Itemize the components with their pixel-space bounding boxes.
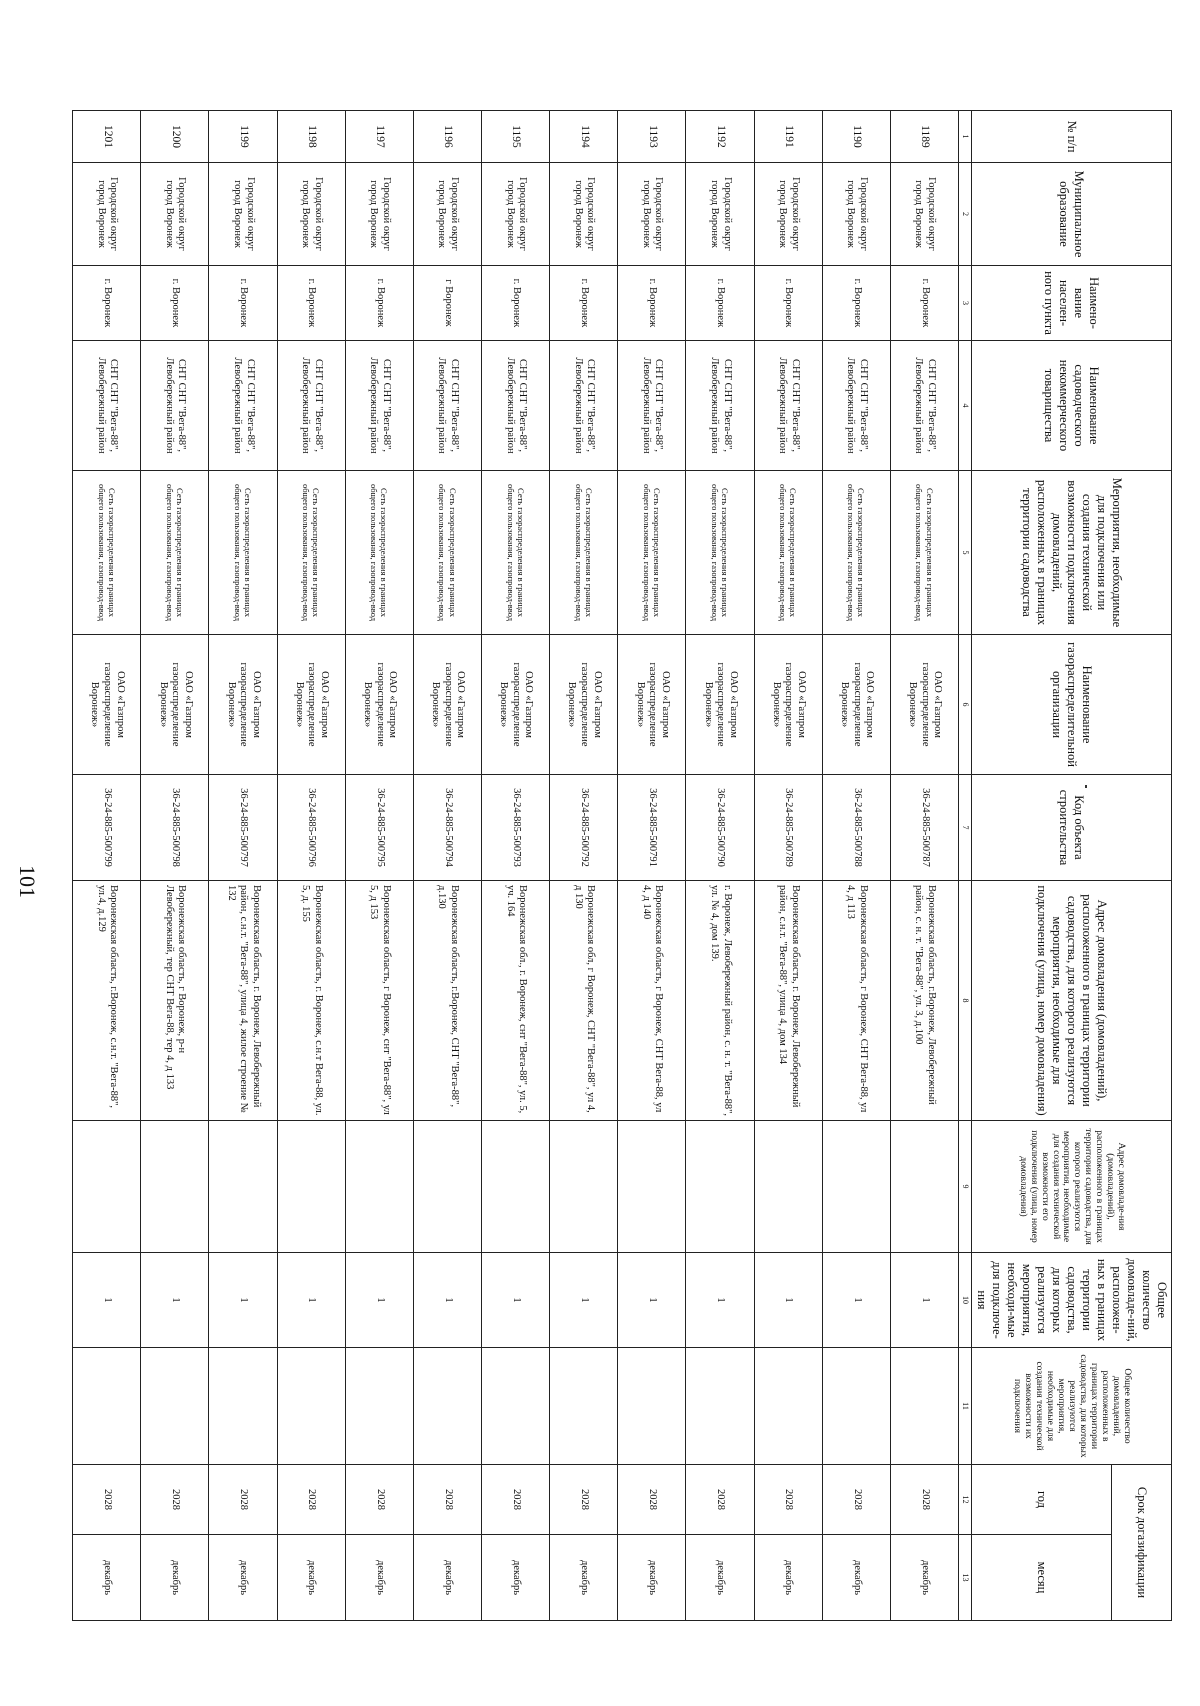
municipality-cell: Городской округ город Воронеж bbox=[890, 163, 958, 266]
page-number: 101 bbox=[15, 865, 40, 898]
row-number: 1199 bbox=[209, 111, 277, 163]
settlement-cell: г. Воронеж bbox=[550, 266, 618, 341]
measure-cell: Сеть газораспределения в границах общего пользования, газопровод-ввод bbox=[141, 471, 209, 635]
address-tech-cell bbox=[822, 1121, 890, 1253]
column-number: 10 bbox=[959, 1253, 972, 1348]
month-cell: декабрь bbox=[482, 1535, 550, 1621]
row-number: 1191 bbox=[754, 111, 822, 163]
column-number: 6 bbox=[959, 635, 972, 775]
header-col10: Общее количество домовладе-ний, расположен-ных в границах территории садоводства, для которых реализуются мероприятия, необходи-мые для подключе-ния bbox=[972, 1253, 1172, 1348]
address-tech-cell bbox=[686, 1121, 754, 1253]
snt-name-cell: СНТ СНТ "Вега-88", Левобережный район bbox=[618, 341, 686, 471]
total-households-cell: 1 bbox=[890, 1253, 958, 1348]
year-cell: 2028 bbox=[822, 1465, 890, 1535]
snt-name-cell: СНТ СНТ "Вега-88", Левобережный район bbox=[890, 341, 958, 471]
address-cell: Воронежская обл, г Воронеж, СНТ "Вега-88", ул 4, д 130 bbox=[550, 881, 618, 1121]
object-code-cell: 36-24-885-500787 bbox=[890, 775, 958, 881]
total-households-tech-cell bbox=[890, 1348, 958, 1465]
measure-cell: Сеть газораспределения в границах общего пользования, газопровод-ввод bbox=[209, 471, 277, 635]
column-number: 2 bbox=[959, 163, 972, 266]
column-number: 3 bbox=[959, 266, 972, 341]
gas-org-cell: ОАО «Газпром газораспределение Воронеж» bbox=[141, 635, 209, 775]
municipality-cell: Городской округ город Воронеж bbox=[277, 163, 345, 266]
address-tech-cell bbox=[890, 1121, 958, 1253]
year-cell: 2028 bbox=[482, 1465, 550, 1535]
snt-name-cell: СНТ СНТ "Вега-88", Левобережный район bbox=[345, 341, 413, 471]
total-households-tech-cell bbox=[345, 1348, 413, 1465]
snt-name-cell: СНТ СНТ "Вега-88", Левобережный район bbox=[822, 341, 890, 471]
object-code-cell: 36-24-885-500789 bbox=[754, 775, 822, 881]
municipality-cell: Городской округ город Воронеж bbox=[413, 163, 481, 266]
settlement-cell: г. Воронеж bbox=[482, 266, 550, 341]
measure-cell: Сеть газораспределения в границах общего пользования, газопровод-ввод bbox=[413, 471, 481, 635]
table-row bbox=[686, 111, 754, 1621]
total-households-tech-cell bbox=[754, 1348, 822, 1465]
row-number: 1192 bbox=[686, 111, 754, 163]
address-cell: Воронежская область, г Воронеж, СНТ Вега-88, ул 4, д 113 bbox=[822, 881, 890, 1121]
month-cell: декабрь bbox=[73, 1535, 141, 1621]
object-code-cell: 36-24-885-500790 bbox=[686, 775, 754, 881]
snt-name-cell: СНТ СНТ "Вега-88", Левобережный район bbox=[413, 341, 481, 471]
gas-org-cell: ОАО «Газпром газораспределение Воронеж» bbox=[73, 635, 141, 775]
month-cell: декабрь bbox=[618, 1535, 686, 1621]
object-code-cell: 36-24-885-500796 bbox=[277, 775, 345, 881]
measure-cell: Сеть газораспределения в границах общего пользования, газопровод-ввод bbox=[618, 471, 686, 635]
year-cell: 2028 bbox=[141, 1465, 209, 1535]
municipality-cell: Городской округ город Воронеж bbox=[141, 163, 209, 266]
municipality-cell: Городской округ город Воронеж bbox=[686, 163, 754, 266]
table-row bbox=[482, 111, 550, 1621]
year-cell: 2028 bbox=[686, 1465, 754, 1535]
total-households-tech-cell bbox=[141, 1348, 209, 1465]
address-tech-cell bbox=[141, 1121, 209, 1253]
address-tech-cell bbox=[209, 1121, 277, 1253]
year-cell: 2028 bbox=[413, 1465, 481, 1535]
table-row bbox=[277, 111, 345, 1621]
object-code-cell: 36-24-885-500792 bbox=[550, 775, 618, 881]
column-number: 8 bbox=[959, 881, 972, 1121]
year-cell: 2028 bbox=[277, 1465, 345, 1535]
total-households-cell: 1 bbox=[345, 1253, 413, 1348]
month-cell: декабрь bbox=[822, 1535, 890, 1621]
object-code-cell: 36-24-885-500797 bbox=[209, 775, 277, 881]
column-number: 1 bbox=[959, 111, 972, 163]
row-number: 1193 bbox=[618, 111, 686, 163]
total-households-tech-cell bbox=[686, 1348, 754, 1465]
settlement-cell: г. Воронеж bbox=[141, 266, 209, 341]
snt-name-cell: СНТ СНТ "Вега-88", Левобережный район bbox=[209, 341, 277, 471]
object-code-cell: 36-24-885-500793 bbox=[482, 775, 550, 881]
month-cell: декабрь bbox=[277, 1535, 345, 1621]
measure-cell: Сеть газораспределения в границах общего пользования, газопровод-ввод bbox=[754, 471, 822, 635]
settlement-cell: г Воронеж bbox=[413, 266, 481, 341]
table-row bbox=[141, 111, 209, 1621]
gas-org-cell: ОАО «Газпром газораспределение Воронеж» bbox=[277, 635, 345, 775]
object-code-cell: 36-24-885-500788 bbox=[822, 775, 890, 881]
column-number: 9 bbox=[959, 1121, 972, 1253]
object-code-cell: 36-24-885-500794 bbox=[413, 775, 481, 881]
year-cell: 2028 bbox=[890, 1465, 958, 1535]
measure-cell: Сеть газораспределения в границах общего пользования, газопровод-ввод bbox=[345, 471, 413, 635]
total-households-cell: 1 bbox=[277, 1253, 345, 1348]
settlement-cell: г. Воронеж bbox=[277, 266, 345, 341]
object-code-cell: 36-24-885-500799 bbox=[73, 775, 141, 881]
total-households-tech-cell bbox=[822, 1348, 890, 1465]
month-cell: декабрь bbox=[890, 1535, 958, 1621]
total-households-cell: 1 bbox=[413, 1253, 481, 1348]
table-row bbox=[890, 111, 958, 1621]
header-col13: месяц bbox=[972, 1535, 1112, 1621]
snt-name-cell: СНТ СНТ "Вега-88", Левобережный район bbox=[482, 341, 550, 471]
settlement-cell: г. Воронеж bbox=[754, 266, 822, 341]
header-group-term: Срок догазификации bbox=[1112, 1465, 1172, 1621]
snt-name-cell: СНТ СНТ "Вега-88", Левобережный район bbox=[73, 341, 141, 471]
measure-cell: Сеть газораспределения в границах общего пользования, газопровод-ввод bbox=[277, 471, 345, 635]
gas-org-cell: ОАО «Газпром газораспределение Воронеж» bbox=[822, 635, 890, 775]
municipality-cell: Городской округ город Воронеж bbox=[345, 163, 413, 266]
row-number: 1200 bbox=[141, 111, 209, 163]
total-households-tech-cell bbox=[618, 1348, 686, 1465]
settlement-cell: г. Воронеж bbox=[890, 266, 958, 341]
total-households-cell: 1 bbox=[482, 1253, 550, 1348]
table-row bbox=[209, 111, 277, 1621]
table-header bbox=[959, 111, 1172, 1621]
address-tech-cell bbox=[550, 1121, 618, 1253]
gas-org-cell: ОАО «Газпром газораспределение Воронеж» bbox=[550, 635, 618, 775]
address-cell: Воронежская область, г Воронеж, снт "Вега-88", ул 5, д 153 bbox=[345, 881, 413, 1121]
month-cell: декабрь bbox=[686, 1535, 754, 1621]
column-number: 12 bbox=[959, 1465, 972, 1535]
month-cell: декабрь bbox=[754, 1535, 822, 1621]
header-col4: Наименование садоводческого некоммерческого товарищества bbox=[972, 341, 1172, 471]
settlement-cell: г. Воронеж bbox=[686, 266, 754, 341]
year-cell: 2028 bbox=[618, 1465, 686, 1535]
address-tech-cell bbox=[618, 1121, 686, 1253]
total-households-cell: 1 bbox=[686, 1253, 754, 1348]
address-cell: Воронежская область, г. Воронеж, Левобережный район, с.н.т. "Вега-88", улица 4, жилое строение № 132 bbox=[209, 881, 277, 1121]
header-col3: Наимено-вание населен-ного пункта bbox=[972, 266, 1172, 341]
column-number-row bbox=[959, 111, 972, 1621]
total-households-tech-cell bbox=[413, 1348, 481, 1465]
municipality-cell: Городской округ город Воронеж bbox=[754, 163, 822, 266]
year-cell: 2028 bbox=[754, 1465, 822, 1535]
total-households-cell: 1 bbox=[141, 1253, 209, 1348]
snt-name-cell: СНТ СНТ "Вега-88", Левобережный район bbox=[277, 341, 345, 471]
address-cell: Воронежская обл., г. Воронеж, снт "Вега-88", ул. 5, уч. 164 bbox=[482, 881, 550, 1121]
header-col7: Код объекта строительства bbox=[972, 775, 1172, 881]
measure-cell: Сеть газораспределения в границах общего пользования, газопровод-ввод bbox=[686, 471, 754, 635]
row-number: 1196 bbox=[413, 111, 481, 163]
settlement-cell: г. Воронеж bbox=[73, 266, 141, 341]
measure-cell: Сеть газораспределения в границах общего пользования, газопровод-ввод bbox=[550, 471, 618, 635]
rotated-table-container bbox=[72, 110, 1172, 1620]
year-cell: 2028 bbox=[550, 1465, 618, 1535]
row-number: 1190 bbox=[822, 111, 890, 163]
header-col8: Адрес домовладения (домовладений), расположенного в границах территории садоводства, для которого реализуются мероприятия, необходимые для подключения (улица, номер домовладения) bbox=[972, 881, 1172, 1121]
month-cell: декабрь bbox=[345, 1535, 413, 1621]
column-number: 4 bbox=[959, 341, 972, 471]
table-row bbox=[754, 111, 822, 1621]
row-number: 1201 bbox=[73, 111, 141, 163]
address-cell: Воронежская область, г. Воронеж, с.н.т Вега-88, ул. 5, д. 155 bbox=[277, 881, 345, 1121]
settlement-cell: г. Воронеж bbox=[209, 266, 277, 341]
settlement-cell: г. Воронеж bbox=[345, 266, 413, 341]
header-col11: Общее количество домовладений, расположенных в границах территории садоводства, для которых реализуются мероприятия, необходимые для создания технической возможности их подключения bbox=[972, 1348, 1172, 1465]
settlement-cell: г. Воронеж bbox=[822, 266, 890, 341]
address-tech-cell bbox=[277, 1121, 345, 1253]
address-cell: Воронежская область, г Воронеж, СНТ Вега-88, ул 4, д 140 bbox=[618, 881, 686, 1121]
municipality-cell: Городской округ город Воронеж bbox=[618, 163, 686, 266]
municipality-cell: Городской округ город Воронеж bbox=[550, 163, 618, 266]
header-col5: Мероприятия, необходимые для подключения или создания технической возможности подключения домовладений, расположенных в границах территории садоводства bbox=[972, 471, 1172, 635]
gas-org-cell: ОАО «Газпром газораспределение Воронеж» bbox=[754, 635, 822, 775]
snt-name-cell: СНТ СНТ "Вега-88", Левобережный район bbox=[141, 341, 209, 471]
total-households-tech-cell bbox=[73, 1348, 141, 1465]
column-number: 5 bbox=[959, 471, 972, 635]
address-cell: Воронежская область, г Воронеж, р-н Левобережный, тер СНТ Вега-88, тер 4, д 133 bbox=[141, 881, 209, 1121]
header-col6: Наименование газораспределительной организации bbox=[972, 635, 1172, 775]
snt-name-cell: СНТ СНТ "Вега-88", Левобережный район bbox=[754, 341, 822, 471]
row-number: 1197 bbox=[345, 111, 413, 163]
total-households-cell: 1 bbox=[822, 1253, 890, 1348]
column-number: 13 bbox=[959, 1535, 972, 1621]
gas-org-cell: ОАО «Газпром газораспределение Воронеж» bbox=[209, 635, 277, 775]
year-cell: 2028 bbox=[209, 1465, 277, 1535]
total-households-cell: 1 bbox=[209, 1253, 277, 1348]
measure-cell: Сеть газораспределения в границах общего пользования, газопровод-ввод bbox=[73, 471, 141, 635]
table-row bbox=[73, 111, 141, 1621]
object-code-cell: 36-24-885-500798 bbox=[141, 775, 209, 881]
object-code-cell: 36-24-885-500795 bbox=[345, 775, 413, 881]
address-cell: Воронежская область, г.Воронеж, Левобережный район, с. н. т. "Вега-88", ул. 3, д.100 bbox=[890, 881, 958, 1121]
address-tech-cell bbox=[413, 1121, 481, 1253]
gas-org-cell: ОАО «Газпром газораспределение Воронеж» bbox=[686, 635, 754, 775]
month-cell: декабрь bbox=[209, 1535, 277, 1621]
snt-name-cell: СНТ СНТ "Вега-88", Левобережный район bbox=[550, 341, 618, 471]
address-tech-cell bbox=[754, 1121, 822, 1253]
address-tech-cell bbox=[345, 1121, 413, 1253]
municipality-cell: Городской округ город Воронеж bbox=[482, 163, 550, 266]
total-households-tech-cell bbox=[277, 1348, 345, 1465]
header-col9: Адрес домовладе-ния (домовладений), расположенного в границах территории садоводства, для которого реализуются мероприятия, необходимые для создания технической возможности его подключения (улица, номер домовладения) bbox=[972, 1121, 1172, 1253]
gas-org-cell: ОАО «Газпром газораспределение Воронеж» bbox=[890, 635, 958, 775]
settlement-cell: г. Воронеж bbox=[618, 266, 686, 341]
month-cell: декабрь bbox=[413, 1535, 481, 1621]
month-cell: декабрь bbox=[141, 1535, 209, 1621]
month-cell: декабрь bbox=[550, 1535, 618, 1621]
header-col2: Муниципальное образование bbox=[972, 163, 1172, 266]
total-households-tech-cell bbox=[550, 1348, 618, 1465]
row-number: 1195 bbox=[482, 111, 550, 163]
address-tech-cell bbox=[482, 1121, 550, 1253]
header-col12: год bbox=[972, 1465, 1112, 1535]
address-tech-cell bbox=[73, 1121, 141, 1253]
total-households-cell: 1 bbox=[618, 1253, 686, 1348]
gas-org-cell: ОАО «Газпром газораспределение Воронеж» bbox=[345, 635, 413, 775]
column-number: 11 bbox=[959, 1348, 972, 1465]
header-col1: № п/п bbox=[972, 111, 1172, 163]
snt-name-cell: СНТ СНТ "Вега-88", Левобережный район bbox=[686, 341, 754, 471]
total-households-cell: 1 bbox=[550, 1253, 618, 1348]
total-households-tech-cell bbox=[482, 1348, 550, 1465]
table-body bbox=[73, 111, 959, 1621]
measure-cell: Сеть газораспределения в границах общего пользования, газопровод-ввод bbox=[822, 471, 890, 635]
municipality-cell: Городской округ город Воронеж bbox=[822, 163, 890, 266]
row-number: 1189 bbox=[890, 111, 958, 163]
measure-cell: Сеть газораспределения в границах общего пользования, газопровод-ввод bbox=[482, 471, 550, 635]
municipality-cell: Городской округ город Воронеж bbox=[73, 163, 141, 266]
gasification-register-table bbox=[72, 110, 1172, 1621]
column-number: 7 bbox=[959, 775, 972, 881]
row-number: 1198 bbox=[277, 111, 345, 163]
gas-org-cell: ОАО «Газпром газораспределение Воронеж» bbox=[413, 635, 481, 775]
address-cell: Воронежская область, г.Воронеж, с.н.т. "Вега-88", ул.4, д.129 bbox=[73, 881, 141, 1121]
municipality-cell: Городской округ город Воронеж bbox=[209, 163, 277, 266]
table-row bbox=[550, 111, 618, 1621]
row-number: 1194 bbox=[550, 111, 618, 163]
address-cell: Воронежская область, г.Воронеж, СНТ "Вега-88", д.130 bbox=[413, 881, 481, 1121]
gas-org-cell: ОАО «Газпром газораспределение Воронеж» bbox=[482, 635, 550, 775]
total-households-cell: 1 bbox=[754, 1253, 822, 1348]
year-cell: 2028 bbox=[345, 1465, 413, 1535]
gas-org-cell: ОАО «Газпром газораспределение Воронеж» bbox=[618, 635, 686, 775]
year-cell: 2028 bbox=[73, 1465, 141, 1535]
total-households-tech-cell bbox=[209, 1348, 277, 1465]
table-row bbox=[618, 111, 686, 1621]
total-households-cell: 1 bbox=[73, 1253, 141, 1348]
table-row bbox=[822, 111, 890, 1621]
address-cell: г. Воронеж, Левобережный район, с. н. т. "Вега-88", ул. № 4, дом 139. bbox=[686, 881, 754, 1121]
measure-cell: Сеть газораспределения в границах общего пользования, газопровод-ввод bbox=[890, 471, 958, 635]
table-row bbox=[413, 111, 481, 1621]
object-code-cell: 36-24-885-500791 bbox=[618, 775, 686, 881]
address-cell: Воронежская область, г. Воронеж, Левобережный район, с.н.т. "Вега-88", улица 4, дом 134 bbox=[754, 881, 822, 1121]
table-row bbox=[345, 111, 413, 1621]
